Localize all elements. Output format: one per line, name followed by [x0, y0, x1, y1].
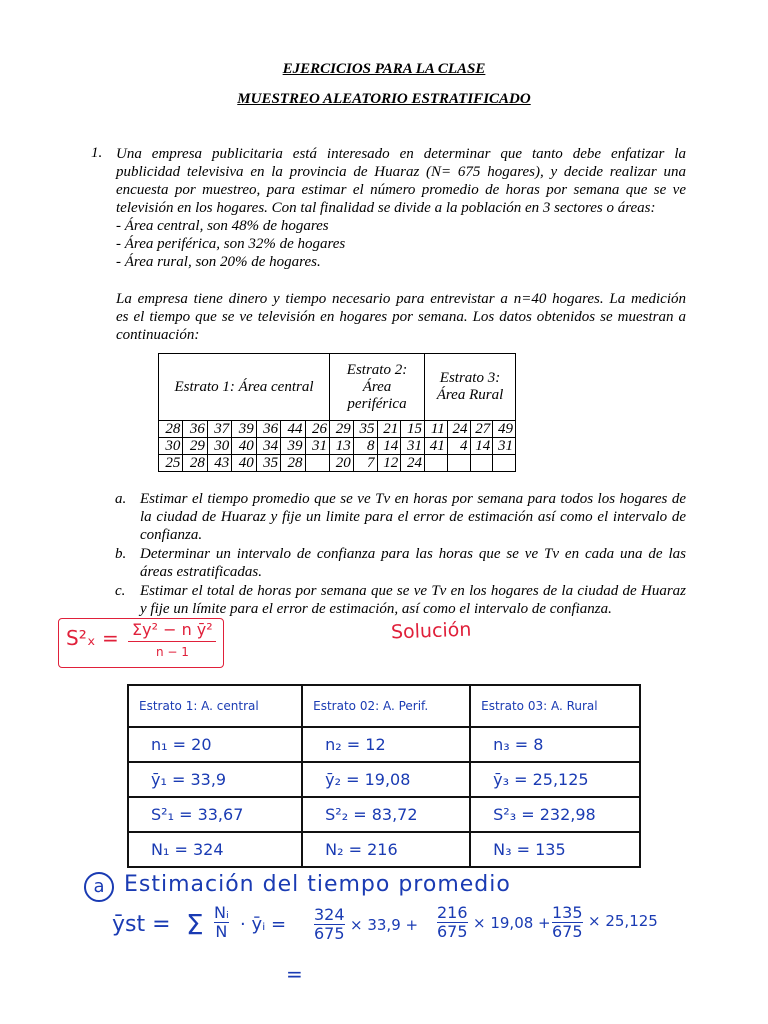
term-denominator: 675: [552, 922, 583, 941]
table-cell: 8: [353, 438, 377, 455]
table-cell: 49: [493, 421, 516, 438]
table-cell: 27: [470, 421, 493, 438]
header-stratum-1: Estrato 1: Área central: [159, 354, 330, 421]
question-line: áreas estratificadas.: [140, 564, 262, 580]
table-cell: 36: [183, 421, 207, 438]
equation-lhs: ȳst =: [112, 912, 171, 937]
table-cell: [493, 455, 516, 472]
term-numerator: 216: [437, 903, 468, 922]
para-line: La empresa tiene dinero y tiempo necesario para entrevistar a n=40 hogares. La medición: [116, 291, 686, 307]
part-a-marker: a: [84, 872, 114, 902]
table-cell: 41: [425, 438, 448, 455]
solution-cell: S²₂ = 83,72: [302, 797, 470, 832]
solution-header: Estrato 03: A. Rural: [470, 685, 640, 727]
para-line: continuación:: [116, 327, 200, 343]
table-cell: 28: [183, 455, 207, 472]
question-marker: b.: [115, 546, 127, 562]
intro-line: televisión en los hogares. Con tal finalidad se divide a la población en 3 sectores o áreas:: [116, 200, 656, 216]
table-cell: 14: [377, 438, 401, 455]
solution-cell: ȳ₃ = 25,125: [470, 762, 640, 797]
table-cell: 28: [159, 421, 183, 438]
table-cell: 30: [207, 438, 231, 455]
table-cell: 35: [256, 455, 280, 472]
problem-number: 1.: [91, 145, 103, 161]
area-line: - Área central, son 48% de hogares: [116, 218, 329, 234]
table-cell: [470, 455, 493, 472]
term-factor: × 33,9 +: [350, 916, 419, 934]
variance-formula-divider: [128, 641, 216, 642]
table-cell: 44: [281, 421, 305, 438]
table-cell: 36: [256, 421, 280, 438]
table-header-row: [159, 354, 516, 421]
header-stratum-3: Estrato 3: Área Rural: [425, 354, 516, 421]
solution-header: Estrato 1: A. central: [128, 685, 302, 727]
table-cell: 15: [401, 421, 425, 438]
table-cell: 31: [493, 438, 516, 455]
table-cell: 4: [447, 438, 470, 455]
solution-cell: ȳ₂ = 19,08: [302, 762, 470, 797]
table-cell: 29: [330, 421, 354, 438]
solution-header: Estrato 02: A. Perif.: [302, 685, 470, 727]
solution-cell: N₁ = 324: [128, 832, 302, 867]
table-cell: 24: [401, 455, 425, 472]
variance-formula-denominator: n − 1: [156, 645, 189, 659]
question-line: Estimar el total de horas por semana que se ve Tv en los hogares de la ciudad de Huaraz: [140, 583, 686, 599]
table-cell: 26: [305, 421, 329, 438]
weight-numerator: Nᵢ: [214, 903, 229, 922]
table-cell: 39: [232, 421, 256, 438]
table-cell: 30: [159, 438, 183, 455]
table-cell: 13: [330, 438, 354, 455]
question-line: confianza.: [140, 527, 203, 543]
term-denominator: 675: [437, 922, 468, 941]
solution-table: [127, 684, 641, 868]
solution-cell: S²₁ = 33,67: [128, 797, 302, 832]
table-row: [159, 421, 516, 438]
term-denominator: 675: [314, 924, 345, 943]
solution-row: [128, 832, 640, 867]
table-cell: 28: [281, 455, 305, 472]
solution-header-row: [128, 685, 640, 727]
table-cell: 37: [207, 421, 231, 438]
area-line: - Área rural, son 20% de hogares.: [116, 254, 321, 270]
term-fraction: [314, 906, 345, 943]
area-line: - Área periférica, son 32% de hogares: [116, 236, 346, 252]
question-a: [115, 490, 686, 544]
solution-row: [128, 762, 640, 797]
para-line: es el tiempo que se ve televisión en hogares por semana. Los datos obtenidos se muestran a: [116, 309, 686, 325]
table-cell: 31: [305, 438, 329, 455]
variance-formula-lhs: S²ₓ =: [66, 626, 119, 650]
part-a-title: Estimación del tiempo promedio: [124, 872, 511, 897]
weight-denominator: N: [215, 922, 228, 941]
solution-cell: n₂ = 12: [302, 727, 470, 762]
table-cell: 12: [377, 455, 401, 472]
table-cell: 29: [183, 438, 207, 455]
solution-label: Solución: [390, 618, 472, 644]
question-b: [115, 545, 686, 581]
table-cell: 40: [232, 455, 256, 472]
intro-line: publicidad televisiva en la provincia de Huaraz (N= 675 hogares), y decide realizar una: [116, 164, 686, 180]
term-numerator: 135: [552, 903, 583, 922]
table-cell: 25: [159, 455, 183, 472]
intro-line: encuesta por muestreo, para estimar el número promedio de horas por semana que se ve: [116, 182, 686, 198]
solution-cell: ȳ₁ = 33,9: [128, 762, 302, 797]
table-cell: 7: [353, 455, 377, 472]
table-cell: 35: [353, 421, 377, 438]
solution-row: [128, 727, 640, 762]
term-numerator: 324: [314, 905, 345, 924]
term-fraction: [437, 904, 468, 941]
table-cell: 24: [447, 421, 470, 438]
solution-row: [128, 797, 640, 832]
table-cell: [425, 455, 448, 472]
term-factor: × 25,125: [588, 912, 658, 930]
table-cell: [447, 455, 470, 472]
question-marker: c.: [115, 583, 126, 599]
solution-cell: S²₃ = 232,98: [470, 797, 640, 832]
solution-cell: n₁ = 20: [128, 727, 302, 762]
table-cell: 40: [232, 438, 256, 455]
question-line: y fije un límite para el error de estimación, así como el intervalo de confianza.: [140, 601, 612, 617]
table-cell: 34: [256, 438, 280, 455]
data-table: [158, 353, 516, 472]
table-cell: 43: [207, 455, 231, 472]
sum-symbol: Σ: [186, 908, 204, 941]
solution-cell: N₃ = 135: [470, 832, 640, 867]
table-cell: [305, 455, 329, 472]
solution-cell: n₃ = 8: [470, 727, 640, 762]
question-line: Determinar un intervalo de confianza para las horas que se ve Tv en cada una de las: [140, 546, 686, 562]
question-line: la ciudad de Huaraz y fije un limite para el error de estimación así como el intervalo de: [140, 509, 686, 525]
weight-fraction: [214, 904, 229, 941]
page-title: EJERCICIOS PARA LA CLASE: [282, 61, 486, 77]
trailing-equals: =: [286, 962, 303, 986]
weight-tail: · ȳᵢ =: [240, 914, 287, 935]
term-fraction: [552, 904, 583, 941]
table-row: [159, 455, 516, 472]
header-stratum-2: Estrato 2: Área periférica: [330, 354, 425, 421]
solution-cell: N₂ = 216: [302, 832, 470, 867]
variance-formula-numerator: Σy² − n ȳ²: [132, 620, 213, 639]
table-row: [159, 438, 516, 455]
table-cell: 31: [401, 438, 425, 455]
term-factor: × 19,08 +: [473, 914, 551, 932]
table-cell: 39: [281, 438, 305, 455]
question-marker: a.: [115, 491, 127, 507]
table-cell: 11: [425, 421, 448, 438]
question-line: Estimar el tiempo promedio que se ve Tv en horas por semana para todos los hogares de: [140, 491, 686, 507]
page-subtitle: MUESTREO ALEATORIO ESTRATIFICADO: [237, 91, 531, 107]
table-cell: 21: [377, 421, 401, 438]
table-cell: 14: [470, 438, 493, 455]
intro-line: Una empresa publicitaria está interesado en determinar que tanto debe enfatizar la: [116, 146, 686, 162]
table-cell: 20: [330, 455, 354, 472]
question-c: [115, 582, 686, 618]
